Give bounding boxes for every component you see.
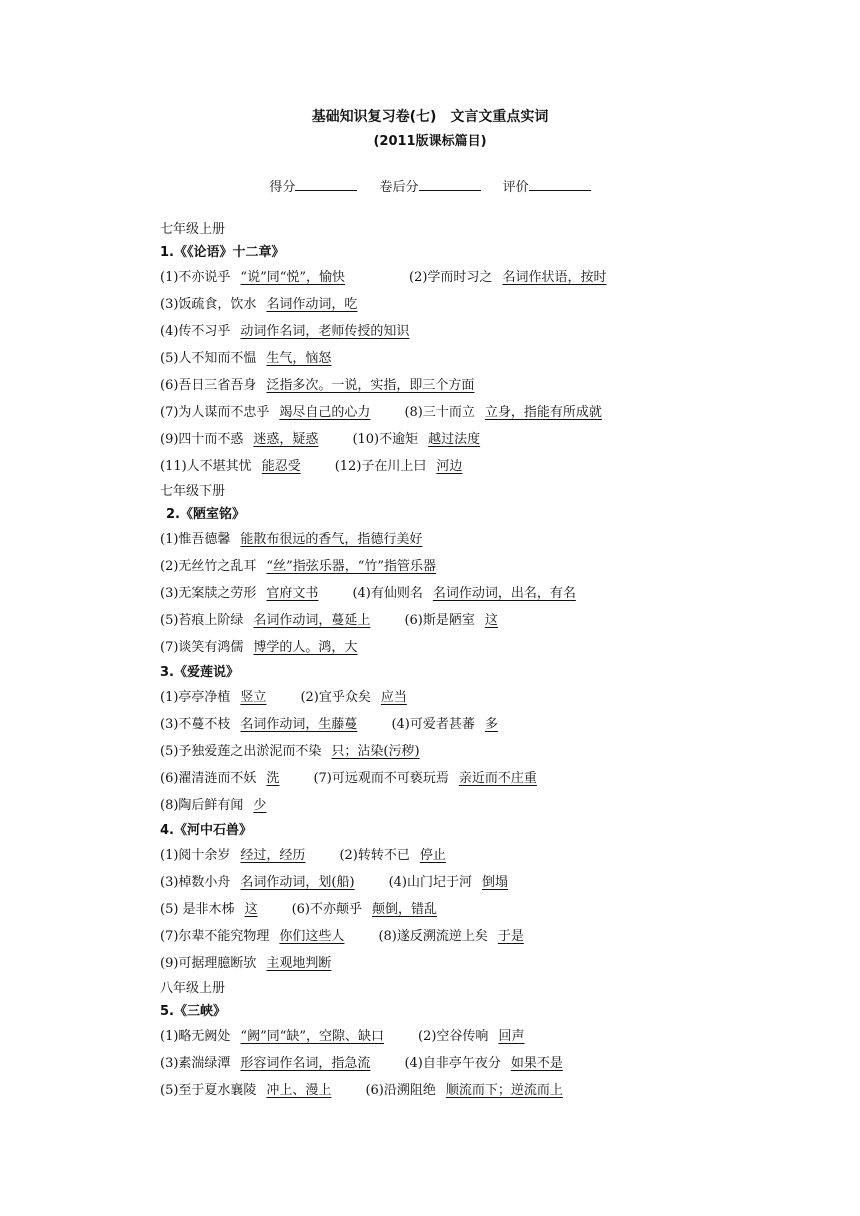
item-row bbox=[160, 264, 800, 291]
answer: 经过，经历 bbox=[240, 848, 306, 863]
question: (6)斯是陋室 bbox=[404, 613, 475, 628]
item-row bbox=[160, 1077, 800, 1104]
item-row bbox=[160, 869, 800, 896]
answer: 洗 bbox=[266, 771, 280, 786]
question: (5) 是非木柹 bbox=[160, 902, 235, 917]
question: (6)沿溯阻绝 bbox=[365, 1083, 436, 1098]
answer: 竭尽自己的心力 bbox=[279, 405, 371, 420]
question: (9)四十而不惑 bbox=[160, 432, 244, 447]
item-row bbox=[160, 399, 800, 426]
item-row bbox=[160, 426, 800, 453]
item-row bbox=[160, 580, 800, 607]
question: (3)不蔓不枝 bbox=[160, 717, 231, 732]
section-title: 1.《《论语》十二章》 bbox=[160, 245, 285, 260]
answer: 少 bbox=[253, 798, 267, 813]
question: (3)棹数小舟 bbox=[160, 875, 231, 890]
section-title: 2.《陋室铭》 bbox=[166, 507, 245, 522]
item-row bbox=[160, 684, 800, 711]
answer: 多 bbox=[484, 717, 498, 732]
answer: 停止 bbox=[419, 848, 446, 863]
item-row bbox=[160, 738, 800, 765]
score-line bbox=[0, 176, 860, 195]
after-score-label: 卷后分 bbox=[379, 180, 419, 195]
question: (2)宜乎众矣 bbox=[300, 690, 371, 705]
item-row bbox=[160, 711, 800, 738]
section-title: 3.《爱莲说》 bbox=[160, 665, 239, 680]
question: (1)略无阙处 bbox=[160, 1029, 231, 1044]
answer: 名词作动词，蔓延上 bbox=[253, 613, 371, 628]
answer: 这 bbox=[484, 613, 498, 628]
question: (5)至于夏水襄陵 bbox=[160, 1083, 257, 1098]
score-blank[interactable] bbox=[295, 176, 357, 191]
item-row bbox=[160, 765, 800, 792]
question: (4)自非亭午夜分 bbox=[404, 1056, 501, 1071]
answer: 倒塌 bbox=[482, 875, 509, 890]
answer: 名词作动词，划(船) bbox=[240, 875, 355, 890]
question: (3)无案牍之劳形 bbox=[160, 586, 257, 601]
question: (2)学而时习之 bbox=[409, 270, 493, 285]
item-row bbox=[160, 318, 800, 345]
item-row bbox=[160, 345, 800, 372]
answer: 顺流而下；逆流而上 bbox=[445, 1083, 563, 1098]
page-subtitle: (2011版课标篇目) bbox=[373, 134, 487, 149]
answer: 立身，指能有所成就 bbox=[484, 405, 602, 420]
answer: 这 bbox=[244, 902, 258, 917]
answer: “阙”同“缺”，空隙、缺口 bbox=[240, 1029, 385, 1044]
content bbox=[160, 218, 800, 1104]
answer: “丝”指弦乐器，“竹”指管乐器 bbox=[266, 559, 437, 574]
answer: 颠倒，错乱 bbox=[372, 902, 438, 917]
answer: 生气，恼怒 bbox=[266, 351, 332, 366]
eval-label: 评价 bbox=[502, 180, 529, 195]
question: (4)有仙则名 bbox=[352, 586, 423, 601]
answer: 形容词作名词，指急流 bbox=[240, 1056, 371, 1071]
grade-heading: 八年级上册 bbox=[160, 981, 226, 996]
answer: 回声 bbox=[498, 1029, 525, 1044]
after-score-blank[interactable] bbox=[419, 176, 481, 191]
answer: 名词作动词，吃 bbox=[266, 297, 358, 312]
question: (3)饭疏食，饮水 bbox=[160, 297, 257, 312]
question: (8)陶后鲜有闻 bbox=[160, 798, 244, 813]
question: (1)亭亭净植 bbox=[160, 690, 231, 705]
question: (7)尔辈不能究物理 bbox=[160, 929, 270, 944]
item-row bbox=[160, 607, 800, 634]
answer: 主观地判断 bbox=[266, 956, 332, 971]
item-row bbox=[160, 896, 800, 923]
question: (3)素湍绿潭 bbox=[160, 1056, 231, 1071]
question: (5)人不知而不愠 bbox=[160, 351, 257, 366]
grade-heading: 七年级上册 bbox=[160, 222, 226, 237]
answer: 应当 bbox=[380, 690, 407, 705]
answer: 只；沾染(污秽) bbox=[331, 744, 420, 759]
question: (7)谈笑有鸿儒 bbox=[160, 640, 244, 655]
answer: 动词作名词，老师传授的知识 bbox=[240, 324, 410, 339]
question: (5)予独爱莲之出淤泥而不染 bbox=[160, 744, 322, 759]
question: (6)吾日三省吾身 bbox=[160, 378, 257, 393]
answer: 泛指多次。一说，实指，即三个方面 bbox=[266, 378, 475, 393]
question: (8)三十而立 bbox=[404, 405, 475, 420]
question: (2)空谷传响 bbox=[418, 1029, 489, 1044]
answer: 亲近而不庄重 bbox=[458, 771, 537, 786]
page-title: 基础知识复习卷(七) 文言文重点实词 bbox=[311, 109, 549, 125]
eval-blank[interactable] bbox=[529, 176, 591, 191]
answer: 河边 bbox=[436, 459, 463, 474]
question: (2)转转不已 bbox=[339, 848, 410, 863]
item-row bbox=[160, 453, 800, 480]
question: (9)可据理臆断欤 bbox=[160, 956, 257, 971]
item-row bbox=[160, 553, 800, 580]
item-row bbox=[160, 372, 800, 399]
answer: 能忍受 bbox=[261, 459, 301, 474]
answer: 官府文书 bbox=[266, 586, 319, 601]
answer: 如果不是 bbox=[510, 1056, 563, 1071]
question: (4)山门圮于河 bbox=[388, 875, 472, 890]
score-label: 得分 bbox=[269, 180, 296, 195]
item-row bbox=[160, 950, 800, 977]
item-row bbox=[160, 923, 800, 950]
question: (8)遂反溯流逆上矣 bbox=[378, 929, 488, 944]
item-row bbox=[160, 291, 800, 318]
section-title: 4.《河中石兽》 bbox=[160, 823, 252, 838]
question: (1)阅十余岁 bbox=[160, 848, 231, 863]
answer: 越过法度 bbox=[428, 432, 481, 447]
question: (5)苔痕上阶绿 bbox=[160, 613, 244, 628]
question: (2)无丝竹之乱耳 bbox=[160, 559, 257, 574]
answer: 名词作动词，生藤蔓 bbox=[240, 717, 358, 732]
answer: 博学的人。鸿，大 bbox=[253, 640, 358, 655]
answer: 能散布很远的香气，指德行美好 bbox=[240, 532, 423, 547]
answer: 冲上、漫上 bbox=[266, 1083, 332, 1098]
question: (11)人不堪其忧 bbox=[160, 459, 252, 474]
question: (7)为人谋而不忠乎 bbox=[160, 405, 270, 420]
answer: 名词作状语，按时 bbox=[502, 270, 607, 285]
grade-heading: 七年级下册 bbox=[160, 484, 226, 499]
answer: 于是 bbox=[497, 929, 524, 944]
question: (1)惟吾德馨 bbox=[160, 532, 231, 547]
item-row bbox=[160, 1050, 800, 1077]
question: (10)不逾矩 bbox=[352, 432, 419, 447]
question: (12)子在川上曰 bbox=[334, 459, 427, 474]
item-row bbox=[160, 526, 800, 553]
item-row bbox=[160, 634, 800, 661]
item-row bbox=[160, 1023, 800, 1050]
answer: 迷惑，疑惑 bbox=[253, 432, 319, 447]
answer: 你们这些人 bbox=[279, 929, 345, 944]
item-row bbox=[160, 842, 800, 869]
question: (6)濯清涟而不妖 bbox=[160, 771, 257, 786]
answer: 竖立 bbox=[240, 690, 267, 705]
question: (4)可爱者甚蕃 bbox=[391, 717, 475, 732]
item-row bbox=[160, 792, 800, 819]
answer: 名词作动词，出名，有名 bbox=[432, 586, 576, 601]
question: (4)传不习乎 bbox=[160, 324, 231, 339]
question: (6)不亦颠乎 bbox=[291, 902, 362, 917]
answer: “说”同“悦”，愉快 bbox=[240, 270, 346, 285]
question: (7)可远观而不可亵玩焉 bbox=[313, 771, 449, 786]
section-title: 5.《三峡》 bbox=[160, 1004, 226, 1019]
question: (1)不亦说乎 bbox=[160, 270, 231, 285]
